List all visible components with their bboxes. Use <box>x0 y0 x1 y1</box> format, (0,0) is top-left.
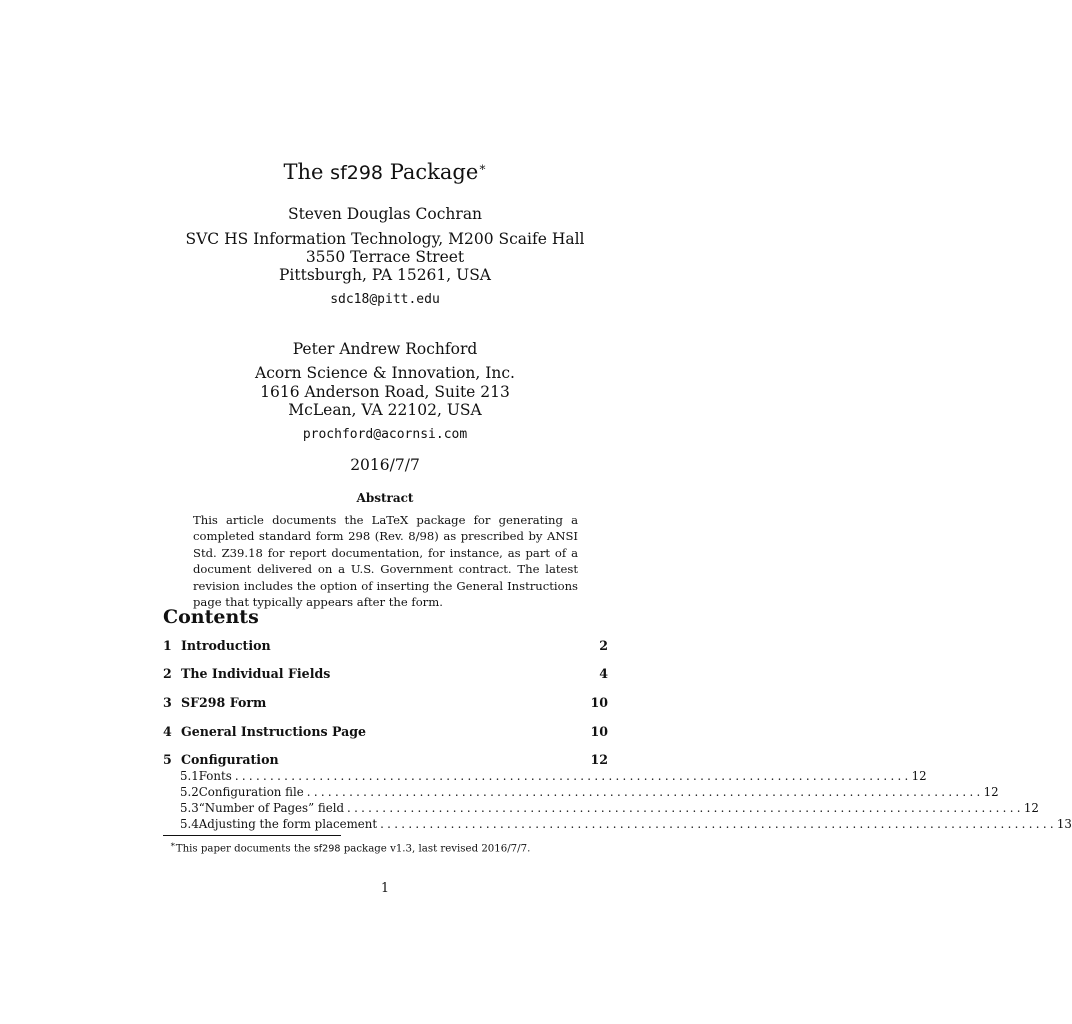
toc-subsection-number: 5.1 <box>180 769 199 783</box>
toc-section-title: Configuration <box>181 752 279 767</box>
author-affiliation-line: Pittsburgh, PA 15261, USA <box>278 266 492 284</box>
toc-subsection-title: Adjusting the form placement <box>198 817 378 831</box>
paper-title <box>0 160 770 184</box>
toc-dot-leader: ................................................................................................ <box>347 801 1024 815</box>
author-name: Peter Andrew Rochford <box>292 340 478 358</box>
toc-subsection-entry[interactable] <box>180 769 927 785</box>
author-email[interactable]: prochford@acornsi.com <box>302 427 468 442</box>
toc-subsection-page: 12 <box>1023 801 1039 815</box>
contents-heading: Contents <box>163 606 259 628</box>
toc-section-title: SF298 Form <box>181 695 267 710</box>
toc-section-entry[interactable] <box>163 666 608 684</box>
toc-section-number: 1 <box>163 638 172 653</box>
toc-section-page: 10 <box>590 695 608 710</box>
toc-subsection-title: Configuration file <box>198 785 304 799</box>
abstract-text: This article documents the LaTeX package for generating a completed standard form 298 (Rev. 8/98) as prescribed by ANSI Std. Z39.18 for report documentation, for instance, as part of a document delivered on a U.S. Government contract. The latest revision includes the option of inserting the General Instructions page that typically appears after the form. <box>193 513 578 610</box>
toc-dot-leader: ................................................................................................ <box>306 785 984 799</box>
toc-dot-leader: ................................................................................................ <box>380 817 1057 831</box>
toc-section-page: 12 <box>590 752 608 767</box>
footnote-package-name: sf298 <box>313 843 341 855</box>
page-number: 1 <box>380 880 389 895</box>
author-affiliation-line: McLean, VA 22102, USA <box>288 401 482 419</box>
author-name: Steven Douglas Cochran <box>287 205 483 223</box>
author-email[interactable]: sdc18@pitt.edu <box>330 292 440 307</box>
title-package-name: sf298 <box>330 162 384 184</box>
toc-section-number: 2 <box>163 666 172 681</box>
title-prefix: The <box>283 160 324 184</box>
footnote-text-after: package v1.3, last revised 2016/7/7. <box>343 843 531 855</box>
toc-section-number: 5 <box>163 752 172 767</box>
toc-section-number: 3 <box>163 695 172 710</box>
author-affiliation-line: SVC HS Information Technology, M200 Scaife Hall <box>185 230 585 248</box>
toc-section-title: The Individual Fields <box>181 666 331 681</box>
author-affiliation-line: 3550 Terrace Street <box>305 248 465 266</box>
toc-subsection-title: “Number of Pages” field <box>198 801 345 815</box>
toc-subsection-title: Fonts <box>198 769 232 783</box>
toc-section-entry[interactable] <box>163 724 608 742</box>
footnote <box>170 840 530 854</box>
toc-subsection-number: 5.4 <box>180 817 199 831</box>
toc-subsection-page: 12 <box>983 785 999 799</box>
paper-date: 2016/7/7 <box>350 456 420 474</box>
toc-section-page: 4 <box>599 666 608 681</box>
abstract-heading: Abstract <box>356 491 414 505</box>
title-suffix: Package <box>389 160 479 184</box>
author-affiliation-line: 1616 Anderson Road, Suite 213 <box>260 383 510 401</box>
toc-subsection-number: 5.2 <box>180 785 199 799</box>
toc-section-entry[interactable] <box>163 638 608 656</box>
toc-section-page: 10 <box>590 724 608 739</box>
footnote-rule <box>163 835 341 836</box>
toc-subsection-entry[interactable] <box>180 785 999 801</box>
toc-subsection-page: 12 <box>911 769 927 783</box>
toc-section-number: 4 <box>163 724 172 739</box>
toc-section-entry[interactable] <box>163 695 608 713</box>
toc-section-title: Introduction <box>181 638 271 653</box>
toc-subsection-entry[interactable] <box>180 817 1072 833</box>
toc-subsection-entry[interactable] <box>180 801 1039 817</box>
title-footnote-mark: ∗ <box>478 160 487 174</box>
toc-dot-leader: ................................................................................................ <box>234 769 912 783</box>
toc-subsection-page: 13 <box>1056 817 1072 831</box>
toc-section-entry[interactable] <box>163 752 608 770</box>
toc-subsection-number: 5.3 <box>180 801 199 815</box>
toc-section-title: General Instructions Page <box>181 724 367 739</box>
footnote-text-before: This paper documents the <box>175 843 311 855</box>
footnote-mark: ∗ <box>170 840 176 850</box>
toc-section-page: 2 <box>599 638 608 653</box>
author-affiliation-line: Acorn Science & Innovation, Inc. <box>255 364 515 382</box>
